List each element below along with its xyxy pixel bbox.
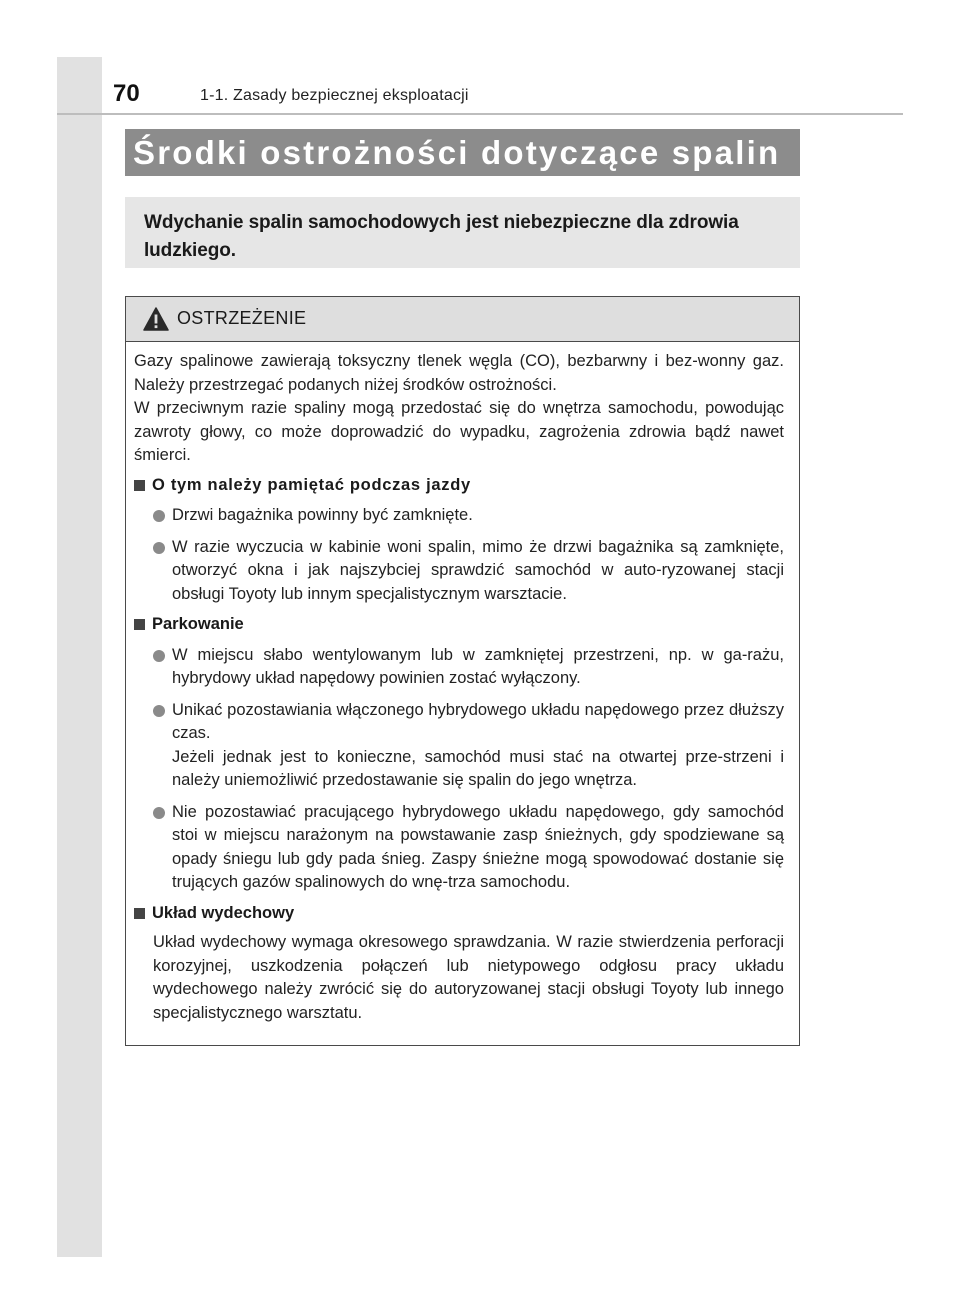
list-item <box>134 801 784 895</box>
dot-bullet-icon <box>153 807 165 819</box>
list-item-subtext: Jeżeli jednak jest to konieczne, samochód musi stać na otwartej prze-strzeni i należy uniemożliwić przedostawanie się spalin do jego wnętrza. <box>172 747 784 789</box>
dot-bullet-icon <box>153 650 165 662</box>
section-paragraph-text: Układ wydechowy wymaga okresowego sprawdzania. W razie stwierdzenia perforacji korozyjnej, uszkodzenia połączeń lub nietypowego odgłosu pracy układu wydechowego należy zwrócić się do autoryzowanej stacji obsługi Toyoty lub innego specjalistycznego warsztatu. <box>153 933 784 1022</box>
list-item <box>134 644 784 691</box>
list-item <box>134 504 784 528</box>
list-item-text: Nie pozostawiać pracującego hybrydowego układu napędowego, gdy samochód stoi w miejscu narażonym na powstawanie zasp śnieżnych, gdy spodziewane są opady śniegu lub gdy pada śnieg. Zaspy śnieżne mogą spowodować dostanie się trujących gazów spalinowych do wnę-trza samochodu. <box>172 802 784 891</box>
page-title: Środki ostrożności dotyczące spalin <box>133 134 781 171</box>
warning-header <box>126 297 799 342</box>
list-item-text: Unikać pozostawiania włączonego hybrydowego układu napędowego przez dłuższy czas. <box>172 700 784 742</box>
lead-text: Wdychanie spalin samochodowych jest niebezpieczne dla zdrowia ludzkiego. <box>144 212 739 261</box>
warning-triangle-icon <box>143 307 169 331</box>
warning-box <box>125 296 800 1046</box>
dot-bullet-icon <box>153 542 165 554</box>
side-tab-strip <box>57 57 102 1257</box>
warning-body <box>126 342 799 1025</box>
lead-box <box>125 197 800 268</box>
section-heading-parking <box>134 613 784 637</box>
section-heading-driving <box>134 474 784 498</box>
list-item <box>134 536 784 607</box>
warning-label: OSTRZEŻENIE <box>177 308 307 328</box>
section-heading-text: Układ wydechowy <box>152 903 295 922</box>
square-bullet-icon <box>134 619 145 630</box>
section-heading-text: Parkowanie <box>152 615 244 633</box>
dot-bullet-icon <box>153 510 165 522</box>
warning-intro-2: W przeciwnym razie spaliny mogą przedostać się do wnętrza samochodu, powodując zawroty głowy, co może doprowadzić do wypadku, zagrożenia zdrowia bądź nawet śmierci. <box>134 399 784 464</box>
section-heading-exhaust <box>134 902 784 926</box>
header-rule <box>57 113 903 115</box>
list-item <box>134 699 784 793</box>
list-item-text: W razie wyczucia w kabinie woni spalin, mimo że drzwi bagażnika są zamknięte, otworzyć okna i jak najszybciej sprawdzić samochód w auto-ryzowanej stacji obsługi Toyoty lub innym specjalistycznym warsztacie. <box>172 537 784 603</box>
running-head: 1-1. Zasady bezpiecznej eksploatacji <box>200 87 469 104</box>
warning-intro-1: Gazy spalinowe zawierają toksyczny tlenek węgla (CO), bezbarwny i bez-wonny gaz. Należy przestrzegać podanych niżej środków ostrożności. <box>134 352 784 394</box>
square-bullet-icon <box>134 908 145 919</box>
dot-bullet-icon <box>153 705 165 717</box>
square-bullet-icon <box>134 480 145 491</box>
title-bar <box>125 129 800 176</box>
list-item-text: W miejscu słabo wentylowanym lub w zamkniętej przestrzeni, np. w ga-rażu, hybrydowy układ napędowy powinien zostać wyłączony. <box>172 645 784 687</box>
list-item-text: Drzwi bagażnika powinny być zamknięte. <box>172 506 473 524</box>
section-heading-text: O tym należy pamiętać podczas jazdy <box>152 475 471 494</box>
page-number: 70 <box>113 80 140 107</box>
section-paragraph <box>134 931 784 1025</box>
